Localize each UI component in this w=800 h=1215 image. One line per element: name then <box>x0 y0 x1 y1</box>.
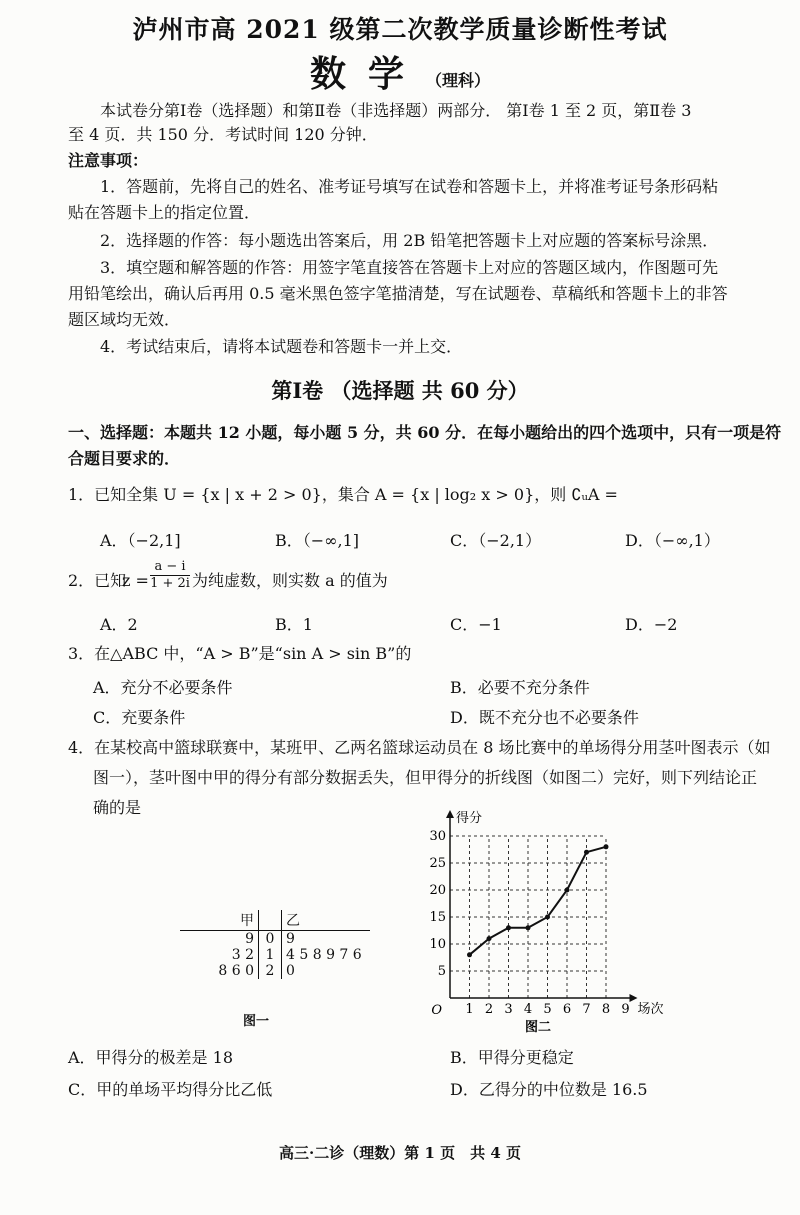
yi-leaves: 9 <box>282 931 371 948</box>
q2-z: z = <box>122 571 149 590</box>
stem-value: 1 <box>259 947 282 963</box>
section-title: 第Ⅰ卷 （选择题 共 60 分） <box>271 378 529 403</box>
note-3-cont: 用铅笔绘出，确认后再用 0.5 毫米黑色签字笔描清楚，写在试题卷、草稿纸和答题卡上的非答 <box>68 284 728 303</box>
yi-leaves: 4 5 8 9 7 6 <box>282 947 371 963</box>
note-2: 2．选择题的作答：每小题选出答案后，用 2B 铅笔把答题卡上对应题的答案标号涂黑． <box>100 231 719 250</box>
note-1-cont: 贴在答题卡上的指定位置． <box>68 203 261 222</box>
note-3: 3．填空题和解答题的作答：用签字笔直接答在答题卡上对应的答题区域内，作图题可先 <box>100 258 719 277</box>
q2-option-c: C．−1 <box>450 615 502 634</box>
data-point <box>545 915 550 920</box>
jia-header: 甲 <box>240 913 254 929</box>
yi-header: 乙 <box>282 910 371 931</box>
chart-caption: 图二 <box>524 1020 552 1035</box>
yi-leaves: 0 <box>282 963 371 979</box>
note-3-cont-2: 题区域均无效． <box>68 310 181 329</box>
x-tick-label: 5 <box>543 1002 552 1017</box>
q3-option-a: A．充分不必要条件 <box>93 678 233 697</box>
q4-stem-2: 图一），茎叶图中甲的得分有部分数据丢失，但甲得分的折线图（如图二）完好，则下列结论正 <box>93 768 758 787</box>
exam-title: 泸州市高 2021 级第二次教学质量诊断性考试 <box>132 15 668 44</box>
x-axis-arrow <box>630 994 638 1002</box>
q2-option-a: A．2 <box>100 615 138 634</box>
x-tick-label: 1 <box>465 1002 474 1017</box>
q4-stem-3: 确的是 <box>93 798 142 817</box>
y-tick-label: 10 <box>429 937 446 952</box>
q3-stem: 3．在△ABC 中，“A > B”是“sin A > sin B”的 <box>68 644 412 663</box>
x-tick-label: 4 <box>523 1002 533 1017</box>
x-axis-label: 场次 <box>637 1002 664 1017</box>
q2-stem-pre: 2．已知 <box>68 571 127 590</box>
note-1: 1．答题前，先将自己的姓名、准考证号填写在试卷和答题卡上，并将准考证号条形码粘 <box>100 177 719 196</box>
y-tick-label: 15 <box>429 910 446 925</box>
q4-option-c: C．甲的单场平均得分比乙低 <box>68 1080 273 1099</box>
stem-leaf-caption: 图一 <box>243 1014 270 1029</box>
x-tick-label: 3 <box>504 1002 513 1017</box>
intro-line-1: 本试卷分第Ⅰ卷（选择题）和第Ⅱ卷（非选择题）两部分． 第Ⅰ卷 1 至 2 页，第Ⅱ卷 3 <box>100 101 692 120</box>
x-tick-label: 8 <box>601 1002 611 1017</box>
stem-leaf-plot <box>180 910 380 979</box>
y-tick-label: 25 <box>429 856 446 871</box>
q3-option-b: B．必要不充分条件 <box>450 678 590 697</box>
q4-option-d: D．乙得分的中位数是 16.5 <box>450 1080 648 1099</box>
jia-leaves: 3 2 <box>231 947 254 963</box>
y-tick-label: 20 <box>429 883 446 898</box>
jia-leaves: 9 <box>180 931 259 948</box>
q2-fraction <box>150 559 190 592</box>
jia-leaves: 8 6 0 <box>218 963 254 979</box>
x-tick-label: 2 <box>484 1002 494 1017</box>
q4-option-a: A．甲得分的极差是 18 <box>68 1048 234 1067</box>
q1-option-c: C．（−2,1） <box>450 531 542 550</box>
q2-option-b: B．1 <box>275 615 313 634</box>
q1-option-a: A．（−2,1] <box>100 531 181 550</box>
origin-label: O <box>431 1003 442 1018</box>
q2-stem-post: 为纯虚数，则实数 a 的值为 <box>192 571 388 590</box>
y-tick-label: 30 <box>429 829 446 844</box>
data-point <box>467 952 472 957</box>
notes-heading: 注意事项： <box>68 151 149 170</box>
subject-name: 数学 <box>309 53 426 95</box>
q2-denominator: 1 + 2i <box>150 576 190 591</box>
stem-value: 2 <box>259 963 282 979</box>
q1-option-b: B．（−∞,1] <box>275 531 360 550</box>
q4-stem-1: 4．在某校高中篮球联赛中，某班甲、乙两名篮球运动员在 8 场比赛中的单场得分用茎叶图表示（如 <box>68 738 771 757</box>
data-point <box>604 844 609 849</box>
data-point <box>526 925 531 930</box>
stem-value: 0 <box>259 931 282 948</box>
subject-heading <box>0 46 800 97</box>
stem-leaf-row <box>180 931 370 948</box>
stem-leaf-row <box>180 963 370 979</box>
q3-option-c: C．充要条件 <box>93 708 186 727</box>
subject-type: （理科） <box>426 71 491 90</box>
q2-numerator: a − i <box>150 559 190 576</box>
data-point <box>584 850 589 855</box>
x-tick-label: 7 <box>582 1002 591 1017</box>
q3-option-d: D．既不充分也不必要条件 <box>450 708 639 727</box>
q2-option-d: D．−2 <box>625 615 678 634</box>
q1-option-d: D．（−∞,1） <box>625 531 720 550</box>
x-tick-label: 6 <box>562 1002 572 1017</box>
stem-leaf-row <box>180 947 370 963</box>
y-axis-label: 得分 <box>456 811 483 826</box>
part-heading-2: 合题目要求的． <box>68 449 181 468</box>
y-tick-label: 5 <box>437 964 446 979</box>
note-4: 4．考试结束后，请将本试题卷和答题卡一并上交． <box>100 337 463 356</box>
data-point <box>506 925 511 930</box>
q1-stem: 1．已知全集 U = {x | x + 2 > 0}，集合 A = {x | log₂ x > 0}，则 ∁ᵤA = <box>68 485 618 504</box>
data-point <box>487 936 492 941</box>
x-tick-label: 9 <box>621 1002 630 1017</box>
intro-line-2: 至 4 页．共 150 分．考试时间 120 分钟． <box>68 125 378 144</box>
stem-leaf-header <box>180 910 370 931</box>
data-point <box>565 888 570 893</box>
page-footer: 高三·二诊（理数）第 1 页 共 4 页 <box>279 1144 521 1162</box>
q4-option-b: B．甲得分更稳定 <box>450 1048 574 1067</box>
part-heading-1: 一、选择题：本题共 12 小题，每小题 5 分，共 60 分．在每小题给出的四个选项中，只有一项是符 <box>68 423 782 442</box>
y-axis-arrow <box>446 810 454 818</box>
score-line-chart <box>410 811 670 1035</box>
